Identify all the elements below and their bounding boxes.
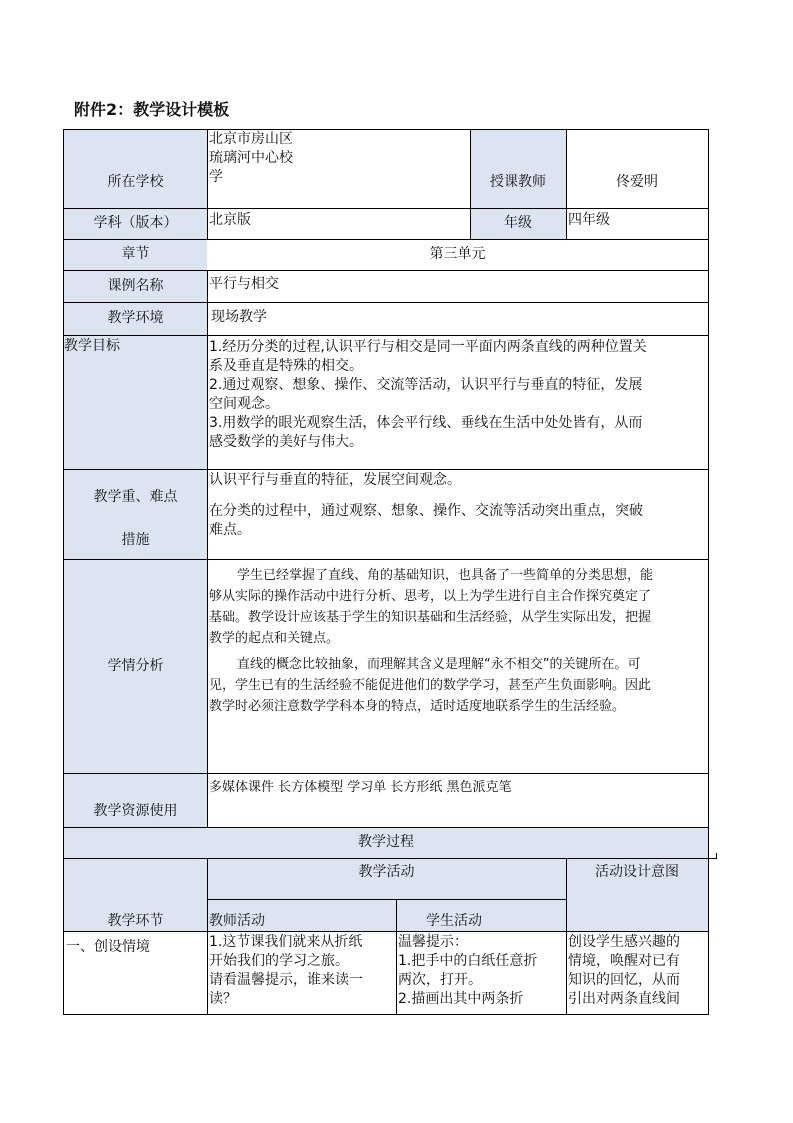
stage-header bbox=[64, 858, 207, 931]
environment-label bbox=[64, 302, 207, 335]
row1-student-line: 两次，打开。 bbox=[398, 972, 482, 988]
subject-label bbox=[64, 208, 207, 239]
process-title bbox=[64, 827, 708, 858]
border-line bbox=[566, 858, 567, 1014]
keypoints-label-line2: 措施 bbox=[121, 532, 150, 548]
analysis-p2-line: 见，学生已有的生活经验不能促进他们的数学学习，甚至产生负面影响。因此 bbox=[209, 678, 652, 693]
analysis-label-text: 学情分析 bbox=[107, 657, 164, 674]
activity-header-text: 教学活动 bbox=[358, 864, 415, 880]
border-line bbox=[207, 858, 208, 1014]
resources-label-text: 教学资源使用 bbox=[93, 803, 178, 819]
border-line bbox=[63, 208, 709, 209]
school-line-3: 学 bbox=[209, 169, 223, 185]
page-heading: 附件2：教学设计模板 bbox=[74, 100, 230, 119]
border-line bbox=[63, 773, 709, 774]
row1-teacher-activity bbox=[207, 933, 396, 1014]
analysis-p1-line: 基础。教学设计应该基于学生的知识基础和生活经验，从学生实际出发，把握 bbox=[209, 610, 652, 625]
row1-intent-line: 情境，唤醒对已有 bbox=[568, 953, 680, 969]
grade-value: 四年级 bbox=[568, 212, 610, 228]
row1-intent bbox=[566, 933, 708, 1014]
row1-student-line: 温馨提示： bbox=[398, 934, 468, 950]
goals-text bbox=[207, 338, 708, 469]
lesson-label bbox=[64, 270, 207, 302]
keypoints-label-line1: 教学重、难点 bbox=[93, 489, 178, 505]
border-line bbox=[63, 129, 709, 130]
teacher-label-text: 授课教师 bbox=[490, 174, 546, 190]
grade-label-text: 年级 bbox=[504, 215, 532, 231]
process-title-text: 教学过程 bbox=[358, 834, 414, 850]
keypoints-focus: 认识平行与垂直的特征，发展空间观念。 bbox=[209, 472, 461, 488]
chapter-label bbox=[64, 239, 207, 270]
school-line-1: 北京市房山区 bbox=[209, 131, 293, 147]
row1-student-line: 2.描画出其中两条折 bbox=[398, 991, 524, 1007]
activity-header bbox=[207, 858, 566, 899]
chapter-value bbox=[207, 239, 708, 270]
border-line bbox=[63, 270, 709, 271]
border-line bbox=[708, 129, 709, 1015]
goals-line: 空间观念。 bbox=[209, 396, 279, 412]
resources-value: 多媒体课件 长方体模型 学习单 长方形纸 黑色派克笔 bbox=[209, 780, 512, 795]
border-line bbox=[63, 469, 709, 470]
subject-value: 北京版 bbox=[209, 212, 251, 228]
goals-line: 1.经历分类的过程,认识平行与相交是同一平面内两条直线的两种位置关 bbox=[209, 339, 647, 355]
goals-line: 3.用数学的眼光观察生活，体会平行线、垂线在生活中处处皆有，从而 bbox=[209, 415, 643, 431]
border-line bbox=[207, 270, 208, 827]
chapter-value-text: 第三单元 bbox=[429, 246, 486, 262]
grade-label bbox=[470, 208, 566, 239]
environment-value: 现场教学 bbox=[211, 309, 267, 325]
border-line bbox=[716, 853, 717, 859]
school-label bbox=[64, 129, 207, 208]
border-line bbox=[63, 858, 717, 859]
keypoints-measure-2: 难点。 bbox=[209, 522, 251, 538]
border-line bbox=[63, 239, 709, 240]
school-value bbox=[207, 130, 470, 208]
border-line bbox=[207, 129, 208, 239]
border-line bbox=[207, 899, 566, 900]
border-line bbox=[396, 899, 397, 1014]
border-line bbox=[470, 129, 471, 239]
border-line bbox=[63, 931, 709, 932]
row1-stage: 一、创设情境 bbox=[66, 939, 150, 955]
school-line-2: 琉璃河中心校 bbox=[209, 150, 293, 166]
intent-header bbox=[566, 858, 708, 931]
row1-teacher-line: 开始我们的学习之旅。 bbox=[209, 953, 349, 969]
row1-teacher-line: 请看温馨提示，谁来读一 bbox=[209, 972, 363, 988]
keypoints-label bbox=[64, 469, 207, 559]
row1-intent-line: 知识的回忆，从而 bbox=[568, 972, 680, 988]
student-activity-header bbox=[396, 899, 566, 931]
goals-label: 教学目标 bbox=[64, 335, 207, 469]
row1-intent-line: 创设学生感兴趣的 bbox=[568, 934, 680, 950]
border-line bbox=[566, 129, 567, 239]
analysis-label bbox=[64, 559, 207, 773]
environment-label-text: 教学环境 bbox=[107, 310, 164, 326]
goals-line: 感受数学的美好与伟大。 bbox=[209, 434, 363, 450]
chapter-label-text: 章节 bbox=[121, 246, 150, 262]
teacher-activity-header-text: 教师活动 bbox=[209, 913, 265, 929]
analysis-p1-line: 够从实际的操作活动中进行分析、思考，以上为学生进行自主合作探究奠定了 bbox=[209, 589, 652, 604]
analysis-p1-line: 教学的起点和关键点。 bbox=[209, 631, 340, 646]
border-line bbox=[63, 302, 709, 303]
goals-line: 2.通过观察、想象、操作、交流等活动，认识平行与垂直的特征，发展 bbox=[209, 377, 643, 393]
row1-intent-line: 引出对两条直线间 bbox=[568, 991, 680, 1007]
stage-header-text: 教学环节 bbox=[107, 913, 164, 929]
teacher-name: 佟爱明 bbox=[616, 174, 658, 190]
keypoints-text bbox=[207, 471, 708, 559]
teacher-activity-header bbox=[207, 899, 396, 931]
border-line bbox=[63, 335, 709, 336]
analysis-p2-line: 直线的概念比较抽象，而理解其含义是理解“永不相交”的关键所在。可 bbox=[237, 657, 641, 672]
goals-line: 系及垂直是特殊的相交。 bbox=[209, 358, 363, 374]
student-activity-header-text: 学生活动 bbox=[426, 913, 482, 929]
intent-header-text: 活动设计意图 bbox=[595, 864, 679, 880]
analysis-p1-line: 学生已经掌握了直线、角的基础知识，也具备了一些简单的分类思想，能 bbox=[237, 568, 654, 583]
border-line bbox=[63, 1014, 709, 1015]
lesson-label-text: 课例名称 bbox=[107, 277, 164, 294]
lesson-value: 平行与相交 bbox=[209, 276, 279, 292]
row1-teacher-line: 1.这节课我们就来从折纸 bbox=[209, 934, 363, 950]
row1-student-line: 1.把手中的白纸任意折 bbox=[398, 953, 538, 969]
border-line bbox=[63, 559, 709, 560]
row1-teacher-line: 读？ bbox=[209, 991, 237, 1007]
border-line bbox=[63, 827, 709, 828]
row1-student-activity bbox=[396, 933, 566, 1014]
teacher-value bbox=[566, 129, 708, 208]
analysis-p2-line: 教学时必须注意数学学科本身的特点，适时适度地联系学生的生活经验。 bbox=[209, 699, 626, 714]
school-label-text: 所在学校 bbox=[107, 174, 164, 190]
teacher-label bbox=[470, 129, 566, 208]
keypoints-measure-1: 在分类的过程中，通过观察、想象、操作、交流等活动突出重点，突破 bbox=[209, 503, 643, 519]
resources-label bbox=[64, 773, 207, 827]
subject-label-text: 学科（版本） bbox=[93, 215, 178, 231]
analysis-text bbox=[207, 565, 708, 773]
border-line bbox=[63, 129, 64, 1015]
